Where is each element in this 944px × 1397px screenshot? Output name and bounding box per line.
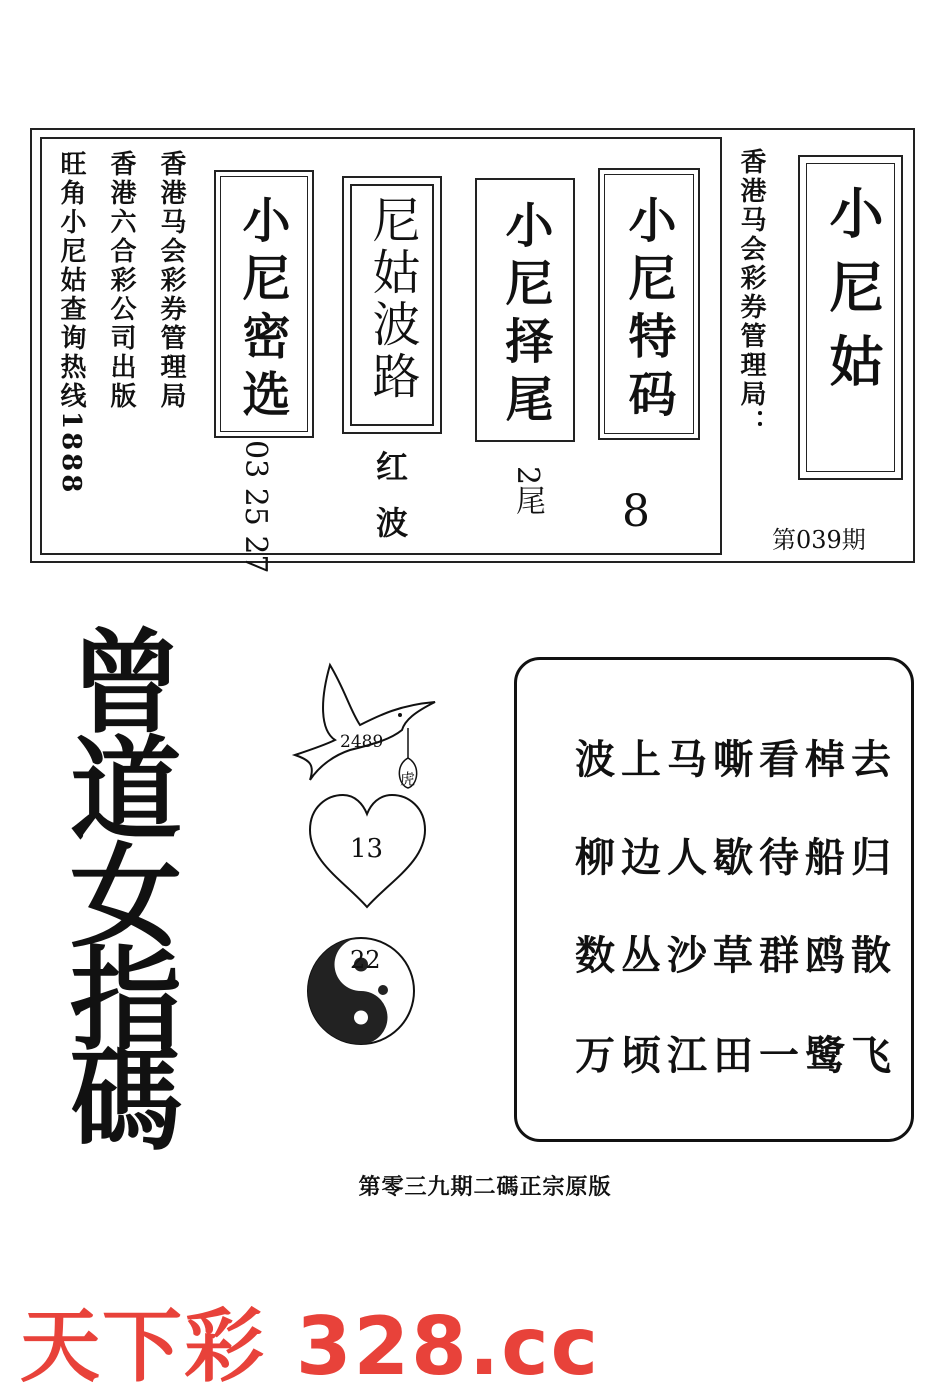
yin-yang-number: 22 [350,946,381,974]
brand-title: 小尼姑 [821,185,885,407]
hotline-text: 旺角小尼姑查询热线1888 [56,150,86,496]
card-special-value: 8 [622,486,650,537]
bureau-right-text: 香港马会彩券管理局： [736,148,766,438]
card-secret-pick-value: 03 25 27 [238,440,273,574]
card-tail-title: 小尼择尾 [497,200,553,432]
poem-line-2: 柳边人歇待船归 [575,834,897,881]
card-secret-pick-title: 小尼密选 [234,195,290,427]
dove-icon [290,660,440,790]
issue-number: 第039期 [772,526,866,554]
dove-tag: 虎 [400,770,416,788]
card-tail-value: 2尾 [510,466,545,516]
watermark: 天下彩 328.cc [20,1300,601,1393]
heart-number: 13 [350,834,384,864]
poem-line-1: 波上马嘶看棹去 [575,736,897,783]
poem-line-4: 万顷江田一鹭飞 [575,1032,897,1079]
big-title-char-3: 女 [70,833,182,963]
dove-number: 2489 [340,732,384,752]
publisher-text: 香港六合彩公司出版 [106,150,136,411]
card-wave-title: 尼姑波路 [364,195,420,403]
big-title-char-5: 碼 [70,1036,182,1166]
poem-line-3: 数丛沙草群鸥散 [575,932,897,979]
footer-text: 第零三九期二碼正宗原版 [358,1174,612,1200]
card-wave-value: 红波 [371,450,409,562]
big-title-char-1: 曾 [70,619,182,749]
big-title-char-4: 指 [70,936,182,1066]
big-title-char-2: 道 [70,726,182,856]
bureau-left-text: 香港马会彩券管理局 [156,150,186,411]
card-special-title: 小尼特码 [620,195,676,427]
